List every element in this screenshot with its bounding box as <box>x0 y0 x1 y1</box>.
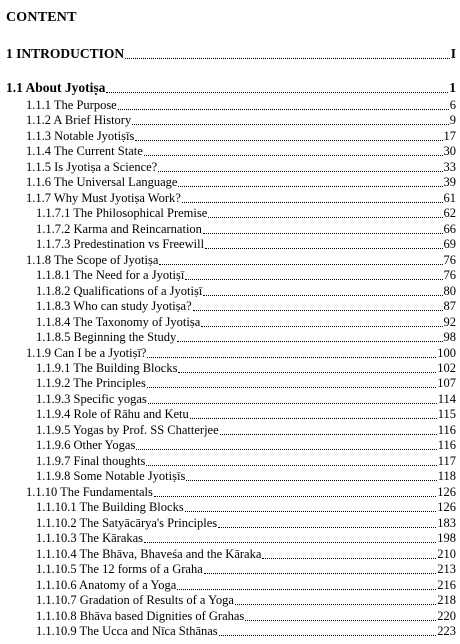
toc-entry <box>6 484 456 500</box>
toc-entry-page: 210 <box>437 546 456 561</box>
toc-entry-title: 1.1.9.5 Yogas by Prof. SS Chatterjee <box>36 422 219 437</box>
toc-entry-title: 1.1.10 The Fundamentals <box>26 484 153 499</box>
dot-leader <box>136 447 436 450</box>
toc-entry-page: 223 <box>437 623 456 638</box>
dot-leader <box>178 370 436 373</box>
toc-entry-title: 1.1.10.2 The Satyācārya's Principles <box>36 515 218 530</box>
toc-entry-title: 1.1.9.6 Other Yogas <box>36 438 136 453</box>
toc-entry-page: 126 <box>437 484 456 499</box>
toc-entry-page: 1 <box>449 80 456 95</box>
toc-entry <box>6 406 456 422</box>
toc-entry-page: 87 <box>443 299 456 314</box>
dot-leader <box>190 416 437 419</box>
toc-entry-page: 117 <box>437 453 456 468</box>
toc-entry-page: 17 <box>443 128 456 143</box>
toc-entry-title: 1.1.8 The Scope of Jyotiṣa <box>26 252 159 267</box>
toc-entry-title: 1 INTRODUCTION <box>6 46 125 61</box>
dot-leader <box>144 540 436 543</box>
toc-entry-title: 1.1.9.1 The Building Blocks <box>36 360 178 375</box>
toc-entry-title: 1.1.7 Why Must Jyotiṣa Work? <box>26 190 181 205</box>
toc-entry <box>6 267 456 283</box>
toc-entry-title: 1.1.10.4 The Bhāva, Bhaveśa and the Kāraka <box>36 546 262 561</box>
toc-entry-title: 1.1.9.2 The Principles <box>36 376 146 391</box>
toc-entry-title: 1.1.10.6 Anatomy of a Yoga <box>36 577 177 592</box>
dot-leader <box>132 122 449 125</box>
toc-entry-page: 76 <box>443 268 456 283</box>
toc-entry <box>6 499 456 515</box>
dot-leader <box>203 293 442 296</box>
toc-entry-title: 1.1.9.7 Final thoughts <box>36 453 146 468</box>
dot-leader <box>158 169 442 172</box>
toc-entry-page: 80 <box>443 283 456 298</box>
toc-entry-title: 1.1.5 Is Jyotiṣa a Science? <box>26 159 158 174</box>
toc-entry <box>6 236 456 252</box>
toc-entry <box>6 375 456 391</box>
toc-entry-page: 6 <box>449 98 456 112</box>
toc-entry-page: 9 <box>449 113 456 128</box>
toc-entry-title: 1.1.8.5 Beginning the Study <box>36 330 177 345</box>
toc-entry-title: 1.1.1 The Purpose <box>26 98 117 112</box>
toc-entry-title: 1.1.9 Can I be a Jyotiṣī? <box>26 345 147 360</box>
toc-entry <box>6 80 456 96</box>
toc-entry-page: 62 <box>443 206 456 221</box>
dot-leader <box>205 246 442 249</box>
toc-entry <box>6 314 456 330</box>
toc-entry <box>6 143 456 159</box>
toc-entry-page: 183 <box>437 515 456 530</box>
toc-entry-page: 39 <box>443 175 456 190</box>
toc-entry-page: 115 <box>437 407 456 422</box>
toc-entry-title: 1.1.2 A Brief History <box>26 113 132 128</box>
dot-leader <box>203 231 443 234</box>
toc-entry <box>6 283 456 299</box>
toc-entry-page: 218 <box>437 593 456 608</box>
toc-entry-page: 213 <box>437 562 456 577</box>
dot-leader <box>218 525 436 528</box>
toc-entry-title: 1.1.8.1 The Need for a Jyotiṣī <box>36 268 185 283</box>
toc-entry <box>6 159 456 175</box>
toc-entry-page: 114 <box>437 391 456 406</box>
dot-leader <box>146 463 436 466</box>
toc-entry-title: 1.1.10.7 Gradation of Results of a Yoga <box>36 593 234 608</box>
toc-entry-title: 1.1.7.3 Predestination vs Freewill <box>36 237 205 252</box>
toc-entry <box>6 592 456 608</box>
toc-entry <box>6 391 456 407</box>
toc-entry <box>6 221 456 237</box>
toc-entry-page: 61 <box>443 190 456 205</box>
toc-entry-title: 1.1.10.8 Bhāva based Dignities of Grahas <box>36 608 245 623</box>
dot-leader <box>147 355 436 358</box>
toc-entry-page: 126 <box>437 500 456 515</box>
toc-entry-title: 1.1.8.3 Who can study Jyotiṣa? <box>36 299 192 314</box>
toc-entry <box>6 329 456 345</box>
toc-entry <box>6 112 456 128</box>
toc-entry <box>6 422 456 438</box>
toc-entry <box>6 46 456 62</box>
dot-leader <box>208 215 442 218</box>
toc-entry-title: 1.1 About Jyotiṣa <box>6 80 106 95</box>
toc-entry-page: 100 <box>437 345 456 360</box>
dot-leader <box>144 153 443 156</box>
toc-entry <box>6 190 456 206</box>
toc-entry <box>6 360 456 376</box>
dot-leader <box>177 587 436 590</box>
toc-entry-page: 102 <box>437 360 456 375</box>
toc-entry-page: 107 <box>437 376 456 391</box>
toc-entry-page: 33 <box>443 159 456 174</box>
toc-entry-title: 1.1.7.2 Karma and Reincarnation <box>36 221 202 236</box>
dot-leader <box>159 262 442 265</box>
toc-entry-page: 76 <box>443 252 456 267</box>
toc-entry <box>6 298 456 314</box>
toc-entry-page: 116 <box>437 438 456 453</box>
dot-leader <box>118 107 449 110</box>
dot-leader <box>220 432 437 435</box>
toc-entry <box>6 515 456 531</box>
dot-leader <box>135 138 442 141</box>
dot-leader <box>148 401 437 404</box>
dot-leader <box>182 200 443 203</box>
toc-entry-page: 30 <box>443 144 456 159</box>
toc-entry-title: 1.1.10.9 The Ucca and Nīca Sthānas <box>36 623 218 638</box>
toc-entry-page: I <box>450 46 456 61</box>
toc-entry <box>6 437 456 453</box>
dot-leader <box>204 571 437 574</box>
toc-entry-page: 216 <box>437 577 456 592</box>
dot-leader <box>245 618 436 621</box>
toc-entry-page: 92 <box>443 314 456 329</box>
dot-leader <box>154 494 436 497</box>
dot-leader <box>262 556 436 559</box>
toc-entry-title: 1.1.3 Notable Jyotiṣīs <box>26 128 135 143</box>
dot-leader <box>193 308 443 311</box>
dot-leader <box>147 385 436 388</box>
toc-entry <box>6 546 456 562</box>
toc-entry-title: 1.1.4 The Current State <box>26 144 143 159</box>
toc-entry-title: 1.1.9.3 Specific yogas <box>36 391 147 406</box>
toc-entry <box>6 530 456 546</box>
toc-entry-page: 69 <box>443 237 456 252</box>
dot-leader <box>235 602 436 605</box>
toc-entry <box>6 174 456 190</box>
toc-entry-title: 1.1.9.4 Role of Rāhu and Ketu <box>36 407 189 422</box>
toc-entry-title: 1.1.6 The Universal Language <box>26 175 178 190</box>
dot-leader <box>201 324 442 327</box>
toc-entry <box>6 561 456 577</box>
toc-entry <box>6 205 456 221</box>
toc-entry <box>6 468 456 484</box>
dot-leader <box>125 56 450 59</box>
toc-entry-title: 1.1.10.5 The 12 forms of a Graha <box>36 562 203 577</box>
dot-leader <box>185 509 437 512</box>
dot-leader <box>178 184 442 187</box>
dot-leader <box>177 339 442 342</box>
toc-entry <box>6 97 456 113</box>
toc-entry <box>6 453 456 469</box>
dot-leader <box>106 90 448 93</box>
toc-entry <box>6 252 456 268</box>
toc-entry-title: 1.1.7.1 The Philosophical Premise <box>36 206 208 221</box>
dot-leader <box>219 633 437 636</box>
toc-entry-page: 98 <box>443 330 456 345</box>
toc-entry-page: 116 <box>437 422 456 437</box>
toc-entry <box>6 577 456 593</box>
toc-entry <box>6 608 456 624</box>
toc-entry <box>6 345 456 361</box>
toc-entry-page: 66 <box>443 221 456 236</box>
toc-entry <box>6 128 456 144</box>
toc-entry-title: 1.1.8.4 The Taxonomy of Jyotiṣa <box>36 314 201 329</box>
toc-entry-page: 198 <box>437 531 456 546</box>
dot-leader <box>185 277 442 280</box>
toc-entry <box>6 623 456 639</box>
dot-leader <box>186 478 436 481</box>
toc-entry-title: 1.1.9.8 Some Notable Jyotiṣīs <box>36 469 186 484</box>
toc-entry-page: 118 <box>437 469 456 484</box>
toc-heading: CONTENT <box>6 10 77 25</box>
toc-entry-title: 1.1.10.3 The Kārakas <box>36 531 144 546</box>
toc-entry-title: 1.1.10.1 The Building Blocks <box>36 500 184 515</box>
toc-entry-page: 220 <box>437 608 456 623</box>
toc-entry-title: 1.1.8.2 Qualifications of a Jyotiṣī <box>36 283 203 298</box>
